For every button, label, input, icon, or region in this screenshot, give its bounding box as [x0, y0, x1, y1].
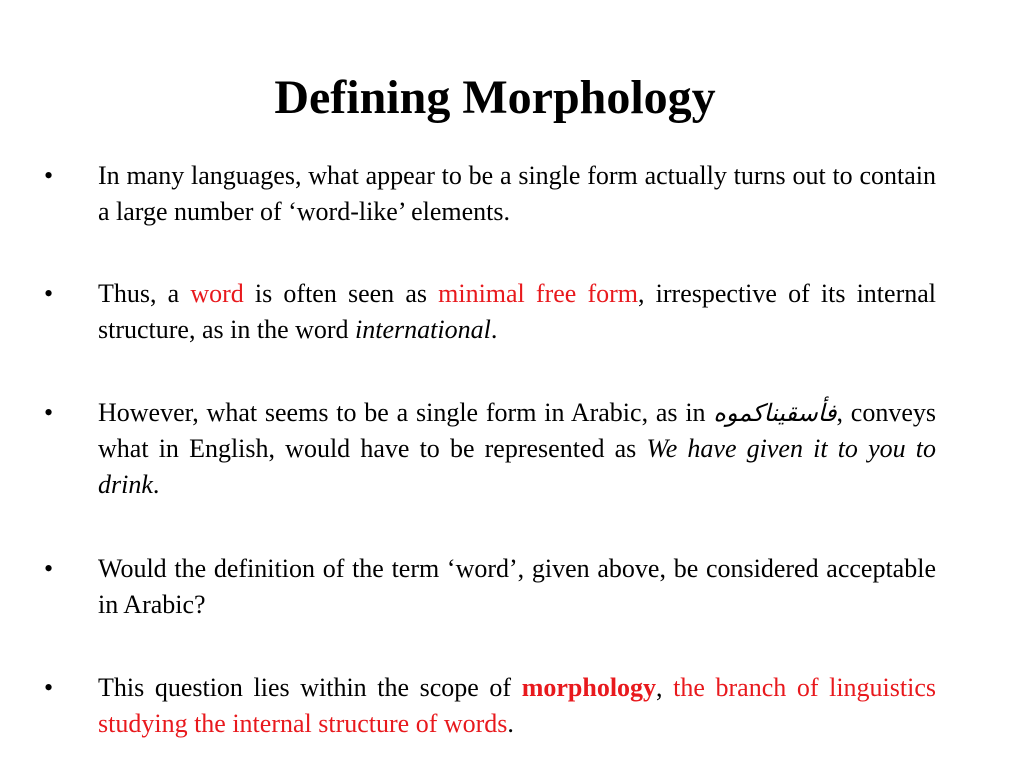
text-segment: . — [152, 470, 160, 499]
text-segment: , irrespective of its internal structure, as in the word — [98, 279, 936, 344]
text-segment: , — [656, 673, 674, 702]
bullet-point-icon: • — [44, 554, 54, 583]
bullet-text — [98, 551, 936, 623]
text-segment: . — [490, 315, 498, 344]
text-segment: This question lies within the scope of — [98, 673, 522, 702]
english-translation: We have given it to you to drink — [98, 434, 936, 499]
bullet-point-icon: • — [44, 161, 54, 190]
bullet-text — [98, 276, 936, 348]
highlighted-term-morphology: morphology — [521, 673, 657, 702]
text-segment: However, what seems to be a single form in Arabic, as in — [98, 398, 714, 427]
bullet-point-icon: • — [44, 398, 54, 427]
bullet-text — [98, 395, 936, 503]
bullet-point-icon: • — [44, 279, 54, 308]
highlighted-term-word: word — [190, 279, 244, 308]
text-segment: Thus, a — [98, 279, 191, 308]
text-segment: . — [507, 709, 514, 738]
text-segment: , conveys what in English, would have to be represented as — [98, 398, 936, 463]
arabic-example-word: فأسقيناكموه — [713, 399, 837, 427]
highlighted-term-minimal-free-form: minimal free form — [438, 279, 639, 308]
example-word-international: international — [355, 315, 491, 344]
morphology-definition: the branch of linguistics studying the internal structure of words — [98, 673, 937, 738]
bullet-point-icon: • — [44, 673, 54, 702]
bullet-text — [98, 670, 936, 742]
text-segment: is often seen as — [243, 279, 439, 308]
bullet-text — [98, 158, 936, 230]
text-segment: Would the definition of the term ‘word’, given above, be considered acceptable in Arabic? — [98, 554, 936, 619]
slide-title: Defining Morphology — [274, 71, 716, 124]
text-segment: In many languages, what appear to be a single form actually turns out to contain a large number of ‘word-like’ elements. — [98, 161, 936, 226]
